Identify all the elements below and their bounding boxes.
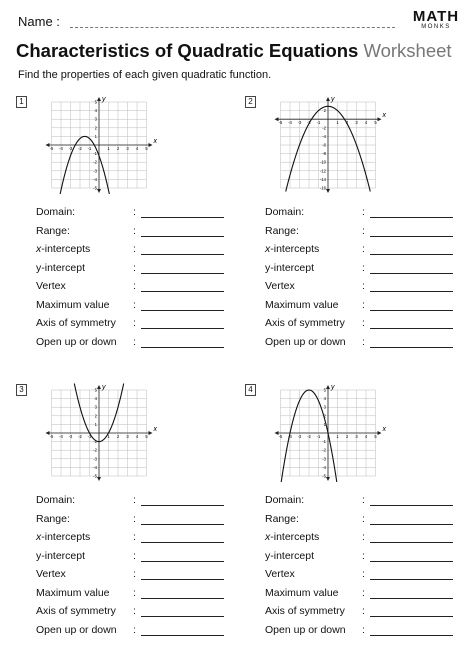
x-tick-label: 5 (374, 120, 377, 126)
property-colon: : (133, 206, 136, 218)
y-tick-label: -2 (93, 447, 97, 453)
x-tick-label: 1 (107, 434, 110, 439)
property-label: Axis of symmetry (265, 317, 345, 329)
x-axis-label: x (153, 426, 157, 433)
answer-line[interactable] (370, 291, 453, 292)
answer-line[interactable] (141, 542, 224, 543)
y-tick-label: 4 (94, 108, 97, 114)
y-tick-label: 5 (94, 387, 97, 393)
property-colon: : (362, 494, 365, 506)
x-tick-label: -4 (288, 120, 292, 126)
answer-line[interactable] (141, 505, 224, 506)
property-colon: : (362, 280, 365, 292)
property-colon: : (362, 568, 365, 580)
x-tick-label: -1 (87, 146, 92, 151)
x-tick-label: -1 (316, 120, 321, 126)
y-axis-arrow (326, 189, 330, 193)
property-colon: : (362, 512, 365, 525)
property-colon: : (362, 224, 365, 237)
y-tick-label: -4 (93, 176, 97, 182)
property-label: Range: (36, 224, 70, 237)
y-tick-label: -2 (93, 159, 97, 165)
answer-line[interactable] (370, 542, 453, 543)
x-tick-label: -1 (87, 434, 92, 439)
x-tick-label: 4 (364, 434, 368, 439)
property-label: x-intercepts (36, 243, 91, 255)
property-label: Maximum value (265, 298, 339, 311)
x-tick-label: -3 (297, 120, 302, 126)
y-tick-label: -10 (319, 159, 326, 165)
x-tick-label: 5 (145, 434, 148, 439)
answer-line[interactable] (141, 635, 224, 636)
problem-number: 2 (245, 96, 256, 108)
y-tick-label: 4 (94, 396, 97, 402)
logo-main-text: MATH (412, 8, 460, 25)
answer-line[interactable] (370, 273, 453, 274)
x-axis-arrow (149, 143, 153, 147)
property-colon: : (362, 206, 365, 218)
problem-3 (16, 384, 241, 664)
property-label: Range: (265, 224, 299, 237)
x-tick-label: -2 (78, 146, 82, 151)
title-main: Characteristics of Quadratic Equations (16, 40, 359, 61)
property-label: Open up or down (265, 623, 346, 636)
y-tick-label: 3 (94, 116, 97, 122)
y-tick-label: -1 (93, 151, 97, 157)
property-colon: : (133, 568, 136, 580)
y-tick-label: 1 (323, 421, 326, 427)
problem-4 (245, 384, 470, 664)
answer-line[interactable] (370, 598, 453, 599)
property-colon: : (133, 494, 136, 506)
answer-line[interactable] (370, 254, 453, 255)
y-axis-arrow (326, 477, 330, 481)
x-axis-label: x (153, 138, 157, 145)
property-colon: : (133, 623, 136, 636)
answer-line[interactable] (370, 505, 453, 506)
problem-number: 3 (16, 384, 27, 396)
x-axis-arrow (149, 431, 153, 435)
y-tick-label: -16 (319, 185, 326, 191)
property-label: x-intercepts (36, 531, 91, 543)
property-colon: : (362, 261, 365, 274)
x-tick-label: 3 (126, 434, 129, 439)
property-label: y-intercept (265, 549, 315, 562)
x-tick-label: 4 (364, 120, 368, 126)
x-tick-label: -5 (49, 434, 54, 439)
property-label: Domain: (36, 206, 76, 218)
answer-line[interactable] (370, 579, 453, 580)
logo-sub-text: MONKS (421, 24, 451, 30)
y-tick-label: 2 (323, 413, 326, 419)
property-label: Axis of symmetry (265, 605, 345, 617)
answer-line[interactable] (370, 236, 453, 237)
property-colon: : (133, 605, 136, 617)
y-axis-label: y (331, 96, 335, 103)
answer-line[interactable] (141, 310, 224, 311)
property-label: Maximum value (36, 586, 110, 599)
y-axis-arrow (326, 385, 330, 389)
property-colon: : (362, 335, 365, 348)
y-tick-label: -1 (322, 439, 326, 445)
x-tick-label: 3 (355, 434, 358, 439)
property-label: Open up or down (265, 335, 346, 348)
answer-line[interactable] (141, 291, 224, 292)
property-colon: : (133, 512, 136, 525)
property-colon: : (133, 298, 136, 311)
x-tick-label: -2 (307, 120, 311, 126)
y-tick-label: -6 (322, 142, 326, 148)
y-tick-label: 3 (94, 404, 97, 410)
answer-line[interactable] (141, 524, 224, 525)
property-label: y-intercept (36, 549, 86, 562)
y-tick-label: -3 (93, 456, 97, 462)
property-label: Vertex (36, 280, 66, 292)
answer-line[interactable] (370, 616, 453, 617)
y-tick-label: -1 (93, 439, 97, 445)
x-tick-label: 2 (345, 120, 349, 126)
property-label: Domain: (265, 494, 305, 506)
coordinate-graph (36, 94, 161, 194)
property-label: Open up or down (36, 335, 117, 348)
property-label: Domain: (36, 494, 76, 506)
property-colon: : (362, 586, 365, 599)
y-tick-label: -2 (322, 125, 326, 131)
x-tick-label: 2 (116, 146, 120, 151)
answer-line[interactable] (141, 328, 224, 329)
property-colon: : (133, 586, 136, 599)
y-axis-arrow (326, 97, 330, 101)
y-axis-label: y (331, 384, 335, 391)
y-tick-label: 5 (94, 99, 97, 105)
answer-line[interactable] (370, 310, 453, 311)
y-tick-label: -2 (322, 447, 326, 453)
x-tick-label: 5 (374, 434, 377, 439)
x-tick-label: 4 (135, 434, 139, 439)
x-tick-label: 1 (336, 120, 339, 126)
property-colon: : (362, 298, 365, 311)
property-colon: : (362, 549, 365, 562)
y-tick-label: 1 (94, 421, 97, 427)
problem-2 (245, 96, 470, 376)
answer-line[interactable] (370, 635, 453, 636)
x-tick-label: 1 (107, 146, 110, 151)
y-tick-label: -3 (322, 456, 326, 462)
property-label: Range: (265, 512, 299, 525)
property-label: Vertex (265, 280, 295, 292)
property-colon: : (133, 261, 136, 274)
x-tick-label: 3 (355, 120, 358, 126)
y-tick-label: 2 (94, 125, 97, 131)
y-axis-arrow (97, 477, 101, 481)
x-axis-arrow (378, 431, 382, 435)
y-tick-label: 4 (323, 396, 326, 402)
answer-line[interactable] (141, 273, 224, 274)
property-colon: : (362, 317, 365, 329)
y-tick-label: -4 (322, 464, 326, 470)
property-colon: : (133, 224, 136, 237)
property-label: Domain: (265, 206, 305, 218)
y-tick-label: -5 (93, 185, 97, 191)
x-tick-label: 5 (145, 146, 148, 151)
property-label: Axis of symmetry (36, 605, 116, 617)
x-tick-label: 4 (135, 146, 139, 151)
property-label: x-intercepts (265, 531, 320, 543)
property-label: Vertex (265, 568, 295, 580)
property-label: Open up or down (36, 623, 117, 636)
property-label: Vertex (36, 568, 66, 580)
x-tick-label: -5 (278, 120, 283, 126)
property-colon: : (133, 549, 136, 562)
name-label: Name : (18, 14, 60, 29)
property-label: Range: (36, 512, 70, 525)
property-colon: : (362, 605, 365, 617)
answer-line[interactable] (141, 347, 224, 348)
property-label: Maximum value (265, 586, 339, 599)
y-tick-label: 2 (94, 413, 97, 419)
y-axis-arrow (97, 189, 101, 193)
x-tick-label: -5 (49, 146, 54, 151)
x-tick-label: -2 (307, 434, 311, 439)
y-tick-label: -5 (93, 473, 97, 479)
coordinate-graph (265, 94, 390, 194)
problem-number: 4 (245, 384, 256, 396)
instructions: Find the properties of each given quadratic function. (18, 69, 272, 81)
x-tick-label: -1 (316, 434, 321, 439)
x-tick-label: 2 (116, 434, 120, 439)
x-tick-label: -3 (68, 146, 73, 151)
y-tick-label: -4 (93, 464, 97, 470)
answer-line[interactable] (370, 347, 453, 348)
x-axis-label: x (382, 112, 386, 120)
y-tick-label: -8 (322, 151, 326, 157)
x-tick-label: -2 (78, 434, 82, 439)
name-row (18, 14, 60, 29)
property-colon: : (362, 531, 365, 543)
property-colon: : (133, 531, 136, 543)
y-tick-label: -5 (322, 473, 326, 479)
property-label: Axis of symmetry (36, 317, 116, 329)
answer-line[interactable] (370, 524, 453, 525)
y-tick-label: -14 (319, 176, 326, 182)
x-axis-arrow (378, 117, 382, 121)
name-line[interactable] (70, 27, 395, 28)
y-tick-label: -3 (93, 168, 97, 174)
property-label: y-intercept (36, 261, 86, 274)
answer-line[interactable] (141, 236, 224, 237)
x-tick-label: 3 (126, 146, 129, 151)
answer-line[interactable] (141, 579, 224, 580)
answer-line[interactable] (141, 616, 224, 617)
y-tick-label: -12 (319, 168, 326, 174)
property-colon: : (133, 317, 136, 329)
page-title (16, 40, 452, 62)
x-tick-label: -4 (59, 434, 63, 439)
x-axis-label: x (382, 426, 386, 433)
x-tick-label: -4 (288, 434, 292, 439)
property-colon: : (133, 335, 136, 348)
answer-line[interactable] (141, 254, 224, 255)
property-colon: : (133, 280, 136, 292)
answer-line[interactable] (370, 328, 453, 329)
answer-line[interactable] (141, 217, 224, 218)
x-tick-label: -3 (297, 434, 302, 439)
x-tick-label: -4 (59, 146, 63, 151)
y-axis-arrow (97, 97, 101, 101)
answer-line[interactable] (141, 598, 224, 599)
problem-number: 1 (16, 96, 27, 108)
x-tick-label: -3 (68, 434, 73, 439)
y-axis-arrow (97, 385, 101, 389)
y-axis-label: y (102, 96, 106, 103)
y-tick-label: 3 (323, 404, 326, 410)
y-tick-label: 1 (94, 133, 97, 139)
title-suffix: Worksheet (363, 40, 452, 61)
property-label: x-intercepts (265, 243, 320, 255)
property-colon: : (133, 243, 136, 255)
property-label: Maximum value (36, 298, 110, 311)
coordinate-graph (36, 382, 161, 482)
problem-1 (16, 96, 241, 376)
property-colon: : (362, 243, 365, 255)
y-tick-label: 2 (323, 108, 326, 114)
math-monks-logo (410, 8, 462, 30)
property-label: y-intercept (265, 261, 315, 274)
y-axis-label: y (102, 384, 106, 391)
x-tick-label: 2 (345, 434, 349, 439)
answer-line[interactable] (141, 561, 224, 562)
x-tick-label: -5 (278, 434, 283, 439)
coordinate-graph (265, 382, 390, 482)
y-tick-label: -4 (322, 133, 326, 139)
y-tick-label: 5 (323, 387, 326, 393)
x-tick-label: 1 (336, 434, 339, 439)
property-colon: : (362, 623, 365, 636)
answer-line[interactable] (370, 561, 453, 562)
answer-line[interactable] (370, 217, 453, 218)
